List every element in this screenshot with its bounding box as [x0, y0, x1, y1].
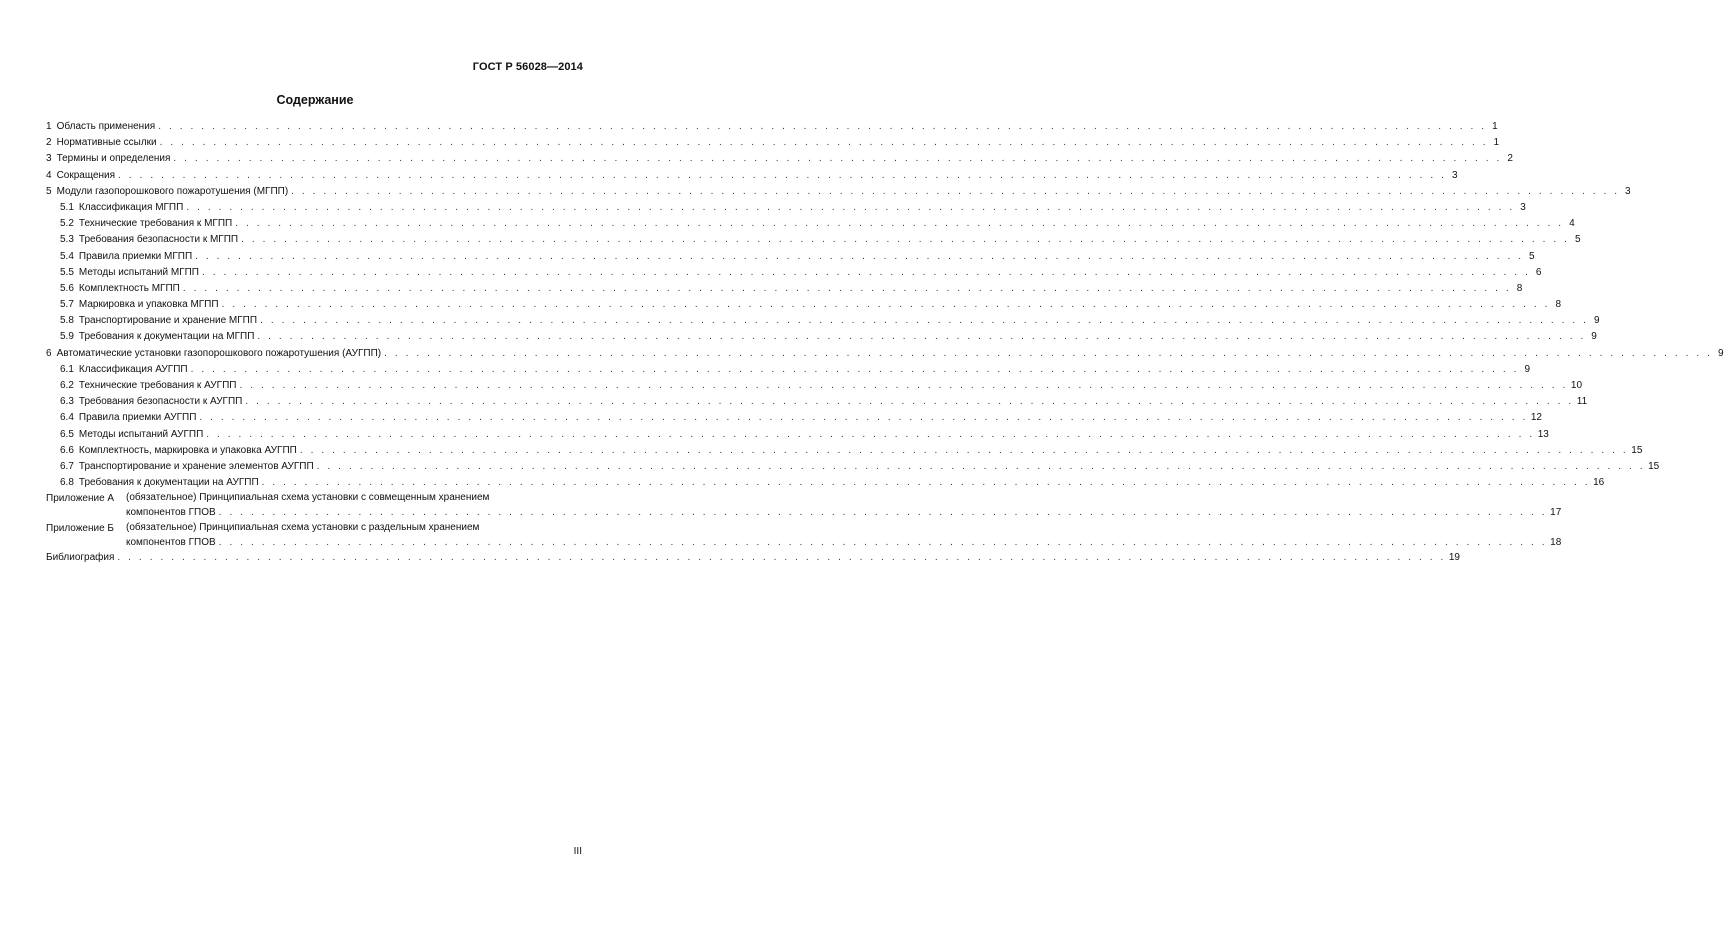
appendix-title-line2	[126, 535, 1561, 550]
toc-leader-dots	[199, 410, 1527, 426]
toc-entry-label: Методы испытаний МГПП	[78, 266, 199, 278]
toc-entry-label: Транспортирование и хранение элементов АУГПП	[78, 460, 314, 472]
toc-entry-label: Автоматические установки газопорошкового пожаротушения (АУГПП)	[56, 347, 382, 359]
appendix-rows	[46, 491, 1562, 550]
appendix-title	[126, 491, 1561, 520]
appendix-prefix: Приложение Б	[46, 523, 114, 535]
toc-entry-page: 9	[1591, 331, 1597, 343]
toc-entry-label: Требования к документации на МГПП	[78, 331, 255, 343]
toc-entry-number: 6.8	[60, 477, 74, 489]
toc-entry-page: 19	[1448, 552, 1460, 564]
toc-entry-number: 5.1	[60, 201, 74, 213]
toc-entry-number: 5.4	[60, 250, 74, 262]
toc-entry-number: 5.2	[60, 218, 74, 230]
toc-entry-page: 8	[1516, 282, 1523, 294]
document-code: ГОСТ Р 56028—2014	[472, 61, 583, 73]
toc-entry-number: 6	[46, 347, 52, 359]
appendix-title-line2-text: компонентов ГПОВ	[126, 537, 216, 549]
toc-entry-label: Нормативные ссылки	[56, 137, 157, 149]
toc-entry-appendix[interactable]	[46, 491, 1562, 520]
toc-entry-number: 5.5	[60, 266, 74, 278]
toc-entry-label: Классификация МГПП	[78, 201, 184, 213]
toc-entry-label: Технические требования к АУГПП	[78, 380, 237, 391]
toc-entry-5-4[interactable]	[46, 249, 1535, 265]
toc-entry-page: 8	[1555, 299, 1562, 311]
toc-entry-number: 2	[46, 137, 52, 149]
toc-entry-6-6[interactable]	[46, 443, 1643, 459]
toc-entry-number: 6.5	[60, 428, 74, 440]
appendix-title	[126, 521, 1561, 550]
toc-entry-label: Технические требования к МГПП	[78, 218, 233, 230]
toc-entry-5-8[interactable]	[46, 313, 1600, 329]
toc-entry-5-7[interactable]	[46, 297, 1562, 313]
toc-entry-label: Требования безопасности к МГПП	[78, 234, 239, 246]
toc-leader-dots	[160, 135, 1488, 151]
toc-entry-page: 1	[1492, 121, 1498, 132]
toc-entry-5-2[interactable]	[46, 216, 1575, 232]
toc-entry-6-7[interactable]	[46, 459, 1660, 475]
toc-leader-dots	[183, 281, 1511, 297]
toc-entry-page: 13	[1537, 428, 1549, 440]
toc-entry-page: 9	[1593, 315, 1600, 327]
toc-entry-label: Модули газопорошкового пожаротушения (МГПП)	[56, 185, 289, 197]
toc-entry-label: Комплектность МГПП	[78, 282, 180, 294]
toc-entry-page: 15	[1648, 460, 1660, 472]
toc-entry-page: 1	[1493, 137, 1500, 149]
toc-leader-dots	[118, 168, 1446, 184]
toc-entry-page: 5	[1529, 250, 1535, 262]
toc-entry-number: 6.7	[60, 460, 74, 472]
toc-leader-dots	[317, 459, 1645, 475]
toc-entry-label: Маркировка и упаковка МГПП	[78, 299, 219, 311]
toc-entry-6-5[interactable]	[46, 427, 1549, 443]
toc-entry-label: Классификация АУГПП	[78, 363, 188, 375]
toc-leader-dots	[300, 443, 1628, 459]
toc-entry-label: Правила приемки МГПП	[78, 250, 193, 262]
toc-leader-dots	[241, 232, 1569, 248]
toc-leader-dots	[257, 329, 1585, 345]
toc-entry-5-3[interactable]	[46, 232, 1581, 248]
toc-entry-number: 5.7	[60, 299, 74, 311]
toc-entry-3[interactable]	[46, 151, 1513, 167]
toc-entry-label: Комплектность, маркировка и упаковка АУГПП	[78, 444, 297, 456]
toc-entry-6-1[interactable]	[46, 362, 1531, 378]
toc-entry-6-8[interactable]	[46, 475, 1605, 491]
toc-entry-number: 1	[46, 121, 52, 132]
toc-entry-page: 16	[1593, 477, 1605, 489]
toc-entry-6-4[interactable]	[46, 410, 1542, 426]
toc-leader-dots	[195, 249, 1523, 265]
toc-entry-label: Термины и определения	[56, 153, 171, 165]
toc-leader-dots	[202, 265, 1530, 281]
toc-entry-label: Требования безопасности к АУГПП	[78, 396, 243, 408]
toc-entry-page: 9	[1718, 347, 1724, 359]
toc-leader-dots	[262, 475, 1590, 491]
toc-entry-number: 5.9	[60, 331, 74, 343]
toc-leader-dots	[158, 119, 1486, 135]
toc-entry-number: 6.6	[60, 444, 74, 456]
toc-leader-dots	[206, 427, 1534, 443]
toc-entry-number: 4	[46, 169, 52, 181]
toc-entry-number: 6.2	[60, 380, 74, 391]
table-of-contents	[46, 119, 1724, 567]
toc-entry-6[interactable]	[46, 346, 1724, 362]
toc-entry-page: 10	[1570, 380, 1583, 391]
toc-entry-label: Правила приемки АУГПП	[78, 412, 197, 424]
toc-entry-5-9[interactable]	[46, 329, 1597, 345]
appendix-title-line1: (обязательное) Принципиальная схема установки с раздельным хранением	[126, 522, 480, 534]
toc-entry-number: 6.4	[60, 412, 74, 424]
toc-leader-dots	[173, 151, 1501, 167]
toc-entry-label: Сокращения	[56, 169, 116, 181]
toc-entry-label: Методы испытаний АУГПП	[78, 428, 204, 440]
appendix-title-line2	[126, 505, 1561, 520]
toc-leader-dots	[219, 505, 1547, 520]
appendix-title-line1: (обязательное) Принципиальная схема установки с совмещенным хранением	[126, 492, 490, 504]
toc-entry-page: 3	[1625, 185, 1631, 197]
toc-leader-dots	[117, 550, 1445, 566]
toc-entry-page: 5	[1574, 234, 1581, 246]
toc-entry-page: 2	[1507, 153, 1513, 165]
toc-rows	[46, 119, 1724, 491]
toc-entry-page: 15	[1631, 444, 1643, 456]
toc-leader-dots	[384, 346, 1712, 362]
toc-entry-label: Транспортирование и хранение МГПП	[78, 315, 258, 327]
toc-entry-number: 5	[46, 185, 52, 197]
toc-entry-page: 9	[1524, 363, 1531, 375]
toc-entry-5-5[interactable]	[46, 265, 1542, 281]
toc-leader-dots	[191, 362, 1519, 378]
toc-leader-dots	[235, 216, 1563, 232]
toc-entry-page: 11	[1576, 396, 1588, 408]
toc-entry-label: Библиография	[46, 552, 115, 564]
toc-entry-number: 3	[46, 153, 52, 165]
toc-entry-4[interactable]	[46, 168, 1458, 184]
toc-leader-dots	[291, 184, 1619, 200]
toc-entry-page: 3	[1451, 169, 1458, 181]
appendix-title-line2-text: компонентов ГПОВ	[126, 507, 216, 519]
toc-entry-5[interactable]	[46, 184, 1631, 200]
toc-entry-number: 5.6	[60, 282, 74, 294]
toc-leader-dots	[186, 200, 1514, 216]
toc-entry-page: 18	[1550, 537, 1562, 549]
toc-entry-label: Требования к документации на АУГПП	[78, 477, 259, 489]
toc-entry-6-3[interactable]	[46, 394, 1588, 410]
toc-entry-label: Область применения	[56, 121, 156, 132]
toc-leader-dots	[222, 297, 1550, 313]
toc-leader-dots	[245, 394, 1573, 410]
toc-entry-page: 4	[1569, 218, 1575, 230]
toc-entry-page: 17	[1550, 507, 1562, 519]
toc-entry-page: 3	[1520, 201, 1526, 213]
toc-entry-2[interactable]	[46, 135, 1500, 151]
toc-entry-bibliography[interactable]	[46, 550, 1460, 566]
toc-entry-number: 5.8	[60, 315, 74, 327]
toc-leader-dots	[260, 313, 1588, 329]
toc-entry-page: 12	[1530, 412, 1542, 424]
toc-entry-6-2[interactable]	[46, 378, 1583, 394]
toc-leader-dots	[219, 535, 1547, 550]
toc-entry-appendix[interactable]	[46, 521, 1562, 550]
appendix-prefix: Приложение А	[46, 493, 115, 505]
toc-entry-number: 6.3	[60, 396, 74, 408]
toc-entry-5-6[interactable]	[46, 281, 1523, 297]
toc-entry-page: 6	[1535, 266, 1542, 278]
toc-entry-number: 6.1	[60, 363, 74, 375]
toc-title: Содержание	[276, 93, 354, 107]
toc-leader-dots	[239, 378, 1567, 394]
page-number: III	[573, 846, 582, 857]
toc-entry-5-1[interactable]	[46, 200, 1526, 216]
toc-entry-number: 5.3	[60, 234, 74, 246]
toc-entry-1[interactable]	[46, 119, 1498, 135]
